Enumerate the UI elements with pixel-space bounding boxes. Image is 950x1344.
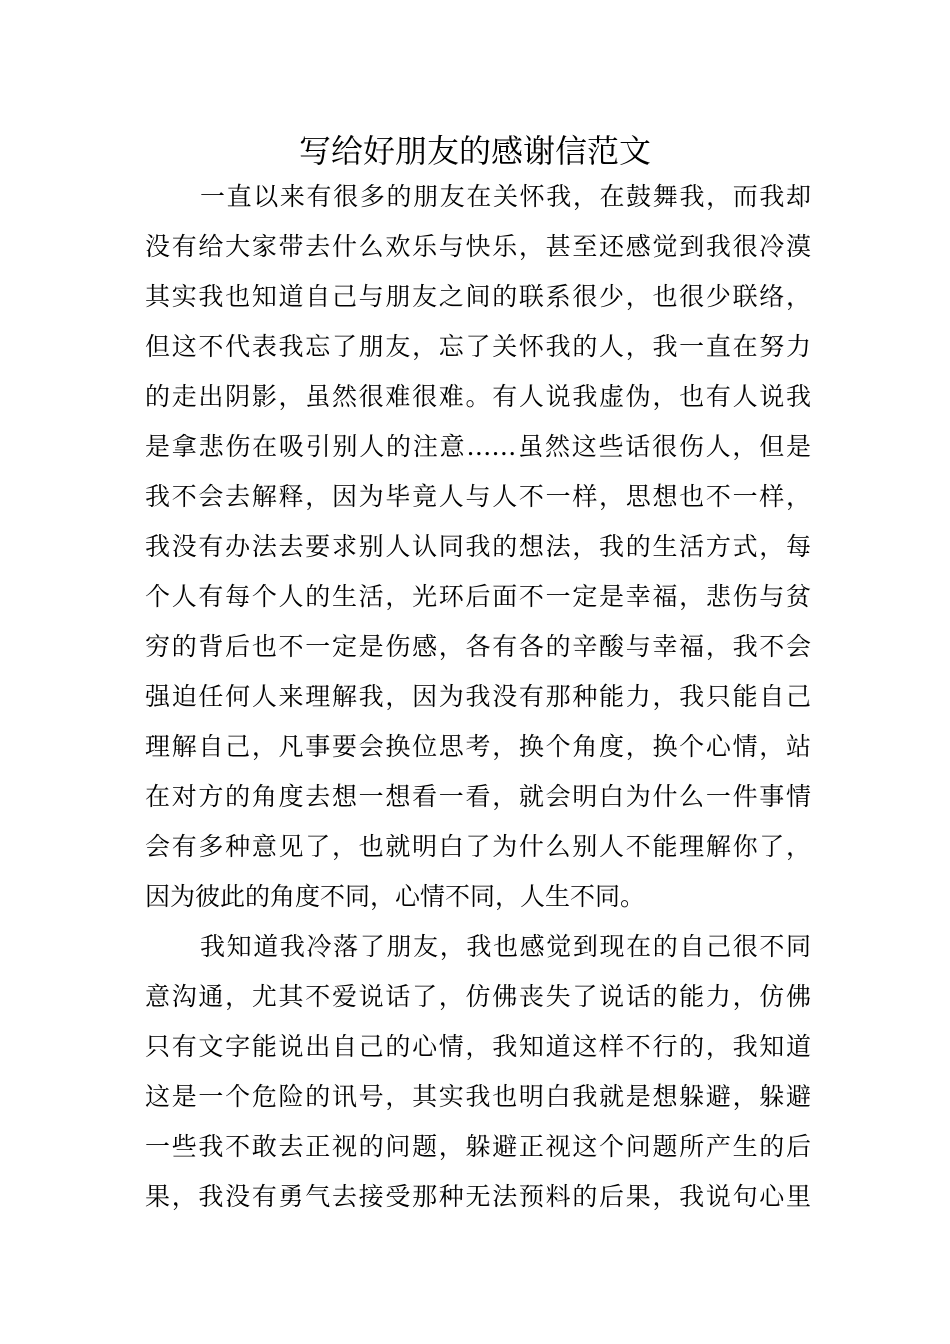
paragraph-1-line-1: 一直以来有很多的朋友在关怀我，在鼓舞我，而我却	[200, 182, 811, 211]
paragraph-1-line-15: 因为彼此的角度不同，心情不同，人生不同。	[145, 882, 646, 911]
paragraph-1-line-13: 在对方的角度去想一想看一看，就会明白为什么一件事情	[145, 782, 811, 811]
document-title: 写给好朋友的感谢信范文	[298, 132, 651, 170]
paragraph-1-line-11: 强迫任何人来理解我，因为我没有那种能力，我只能自己	[145, 682, 811, 711]
paragraph-2-line-2: 意沟通，尤其不爱说话了，仿佛丧失了说话的能力，仿佛	[145, 982, 811, 1011]
paragraph-1-line-8: 我没有办法去要求别人认同我的想法，我的生活方式，每	[145, 532, 811, 561]
paragraph-1-line-7: 我不会去解释，因为毕竟人与人不一样，思想也不一样，	[145, 482, 811, 511]
paragraph-1-line-3: 其实我也知道自己与朋友之间的联系很少，也很少联络，	[145, 282, 811, 311]
paragraph-1-line-4: 但这不代表我忘了朋友，忘了关怀我的人，我一直在努力	[145, 332, 811, 361]
paragraph-2-line-5: 一些我不敢去正视的问题，躲避正视这个问题所产生的后	[145, 1132, 811, 1161]
paragraph-1-line-12: 理解自己，凡事要会换位思考，换个角度，换个心情，站	[145, 732, 811, 761]
paragraph-1-line-9: 个人有每个人的生活，光环后面不一定是幸福，悲伤与贫	[145, 582, 811, 611]
paragraph-1-line-6: 是拿悲伤在吸引别人的注意……虽然这些话很伤人，但是	[145, 432, 811, 461]
paragraph-2-line-1: 我知道我冷落了朋友，我也感觉到现在的自己很不同	[200, 932, 811, 961]
paragraph-1-line-5: 的走出阴影，虽然很难很难。有人说我虚伪，也有人说我	[145, 382, 811, 411]
paragraph-2-line-3: 只有文字能说出自己的心情，我知道这样不行的，我知道	[145, 1032, 811, 1061]
paragraph-1-line-10: 穷的背后也不一定是伤感，各有各的辛酸与幸福，我不会	[145, 632, 811, 661]
paragraph-2-line-4: 这是一个危险的讯号，其实我也明白我就是想躲避，躲避	[145, 1082, 811, 1111]
paragraph-2-line-6: 果，我没有勇气去接受那种无法预料的后果，我说句心里	[145, 1182, 811, 1211]
paragraph-1-line-14: 会有多种意见了，也就明白了为什么别人不能理解你了，	[145, 832, 811, 861]
paragraph-1-line-2: 没有给大家带去什么欢乐与快乐，甚至还感觉到我很冷漠	[145, 232, 811, 261]
